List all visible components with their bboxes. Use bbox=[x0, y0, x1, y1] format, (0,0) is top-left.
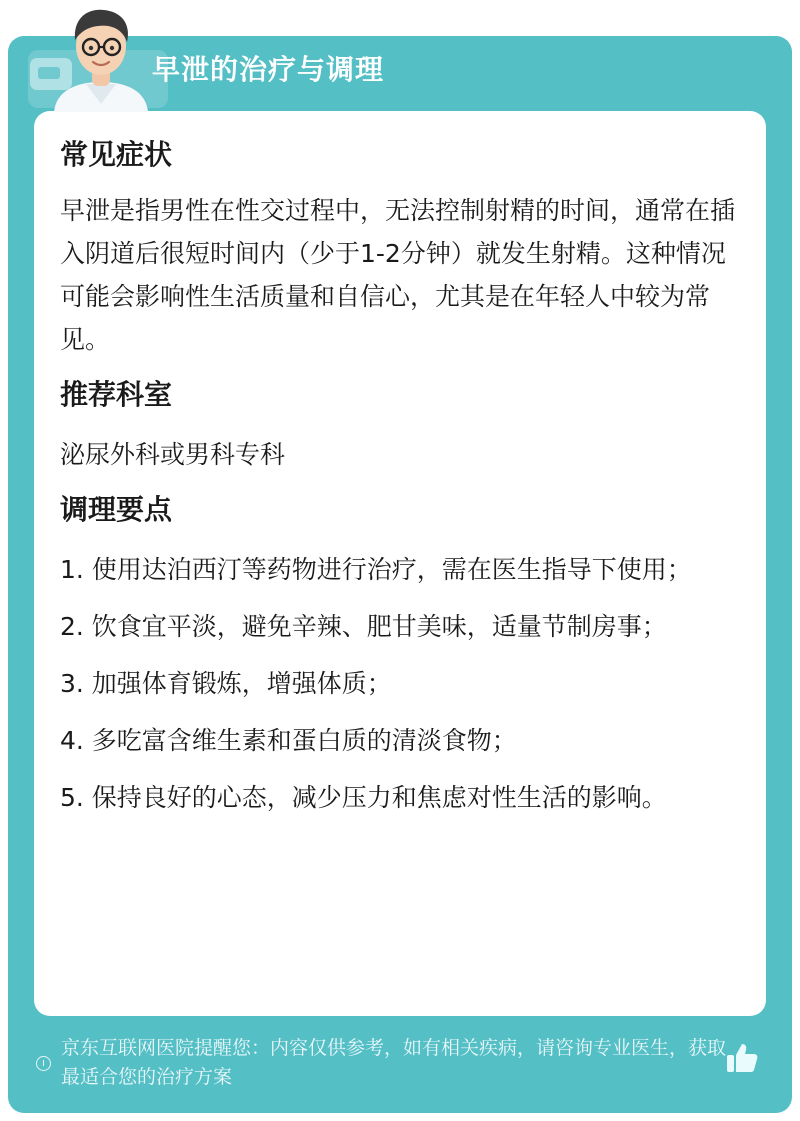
section-title-symptoms: 常见症状 bbox=[60, 138, 173, 171]
list-item: 5. 保持良好的心态，减少压力和焦虑对性生活的影响。 bbox=[60, 783, 667, 812]
list-item: 4. 多吃富含维生素和蛋白质的清淡食物； bbox=[60, 726, 517, 755]
section-title-care: 调理要点 bbox=[60, 493, 173, 526]
list-item: 3. 加强体育锻炼，增强体质； bbox=[60, 669, 392, 698]
thumbs-up-icon[interactable] bbox=[724, 1040, 760, 1076]
list-item: 1. 使用达泊西汀等药物进行治疗，需在医生指导下使用； bbox=[60, 555, 692, 584]
department-text: 泌尿外科或男科专科 bbox=[60, 440, 286, 469]
info-icon bbox=[36, 1056, 51, 1071]
page-title: 早泄的治疗与调理 bbox=[152, 53, 385, 86]
footer bbox=[36, 1034, 736, 1092]
symptoms-text: 早泄是指男性在性交过程中，无法控制射精的时间，通常在插入阴道后很短时间内（少于1-2分钟）就发生射精。这种情况可能会影响性生活质量和自信心，尤其是在年轻人中较为常见。 bbox=[60, 196, 736, 354]
content-card bbox=[34, 111, 766, 1016]
doctor-avatar-icon bbox=[46, 0, 156, 112]
section-title-department: 推荐科室 bbox=[60, 378, 173, 411]
footer-notice: 京东互联网医院提醒您：内容仅供参考，如有相关疾病，请咨询专业医生，获取最适合您的治疗方案 bbox=[61, 1037, 727, 1088]
care-list bbox=[60, 548, 740, 819]
list-item: 2. 饮食宜平淡，避免辛辣、肥甘美味，适量节制房事； bbox=[60, 612, 667, 641]
